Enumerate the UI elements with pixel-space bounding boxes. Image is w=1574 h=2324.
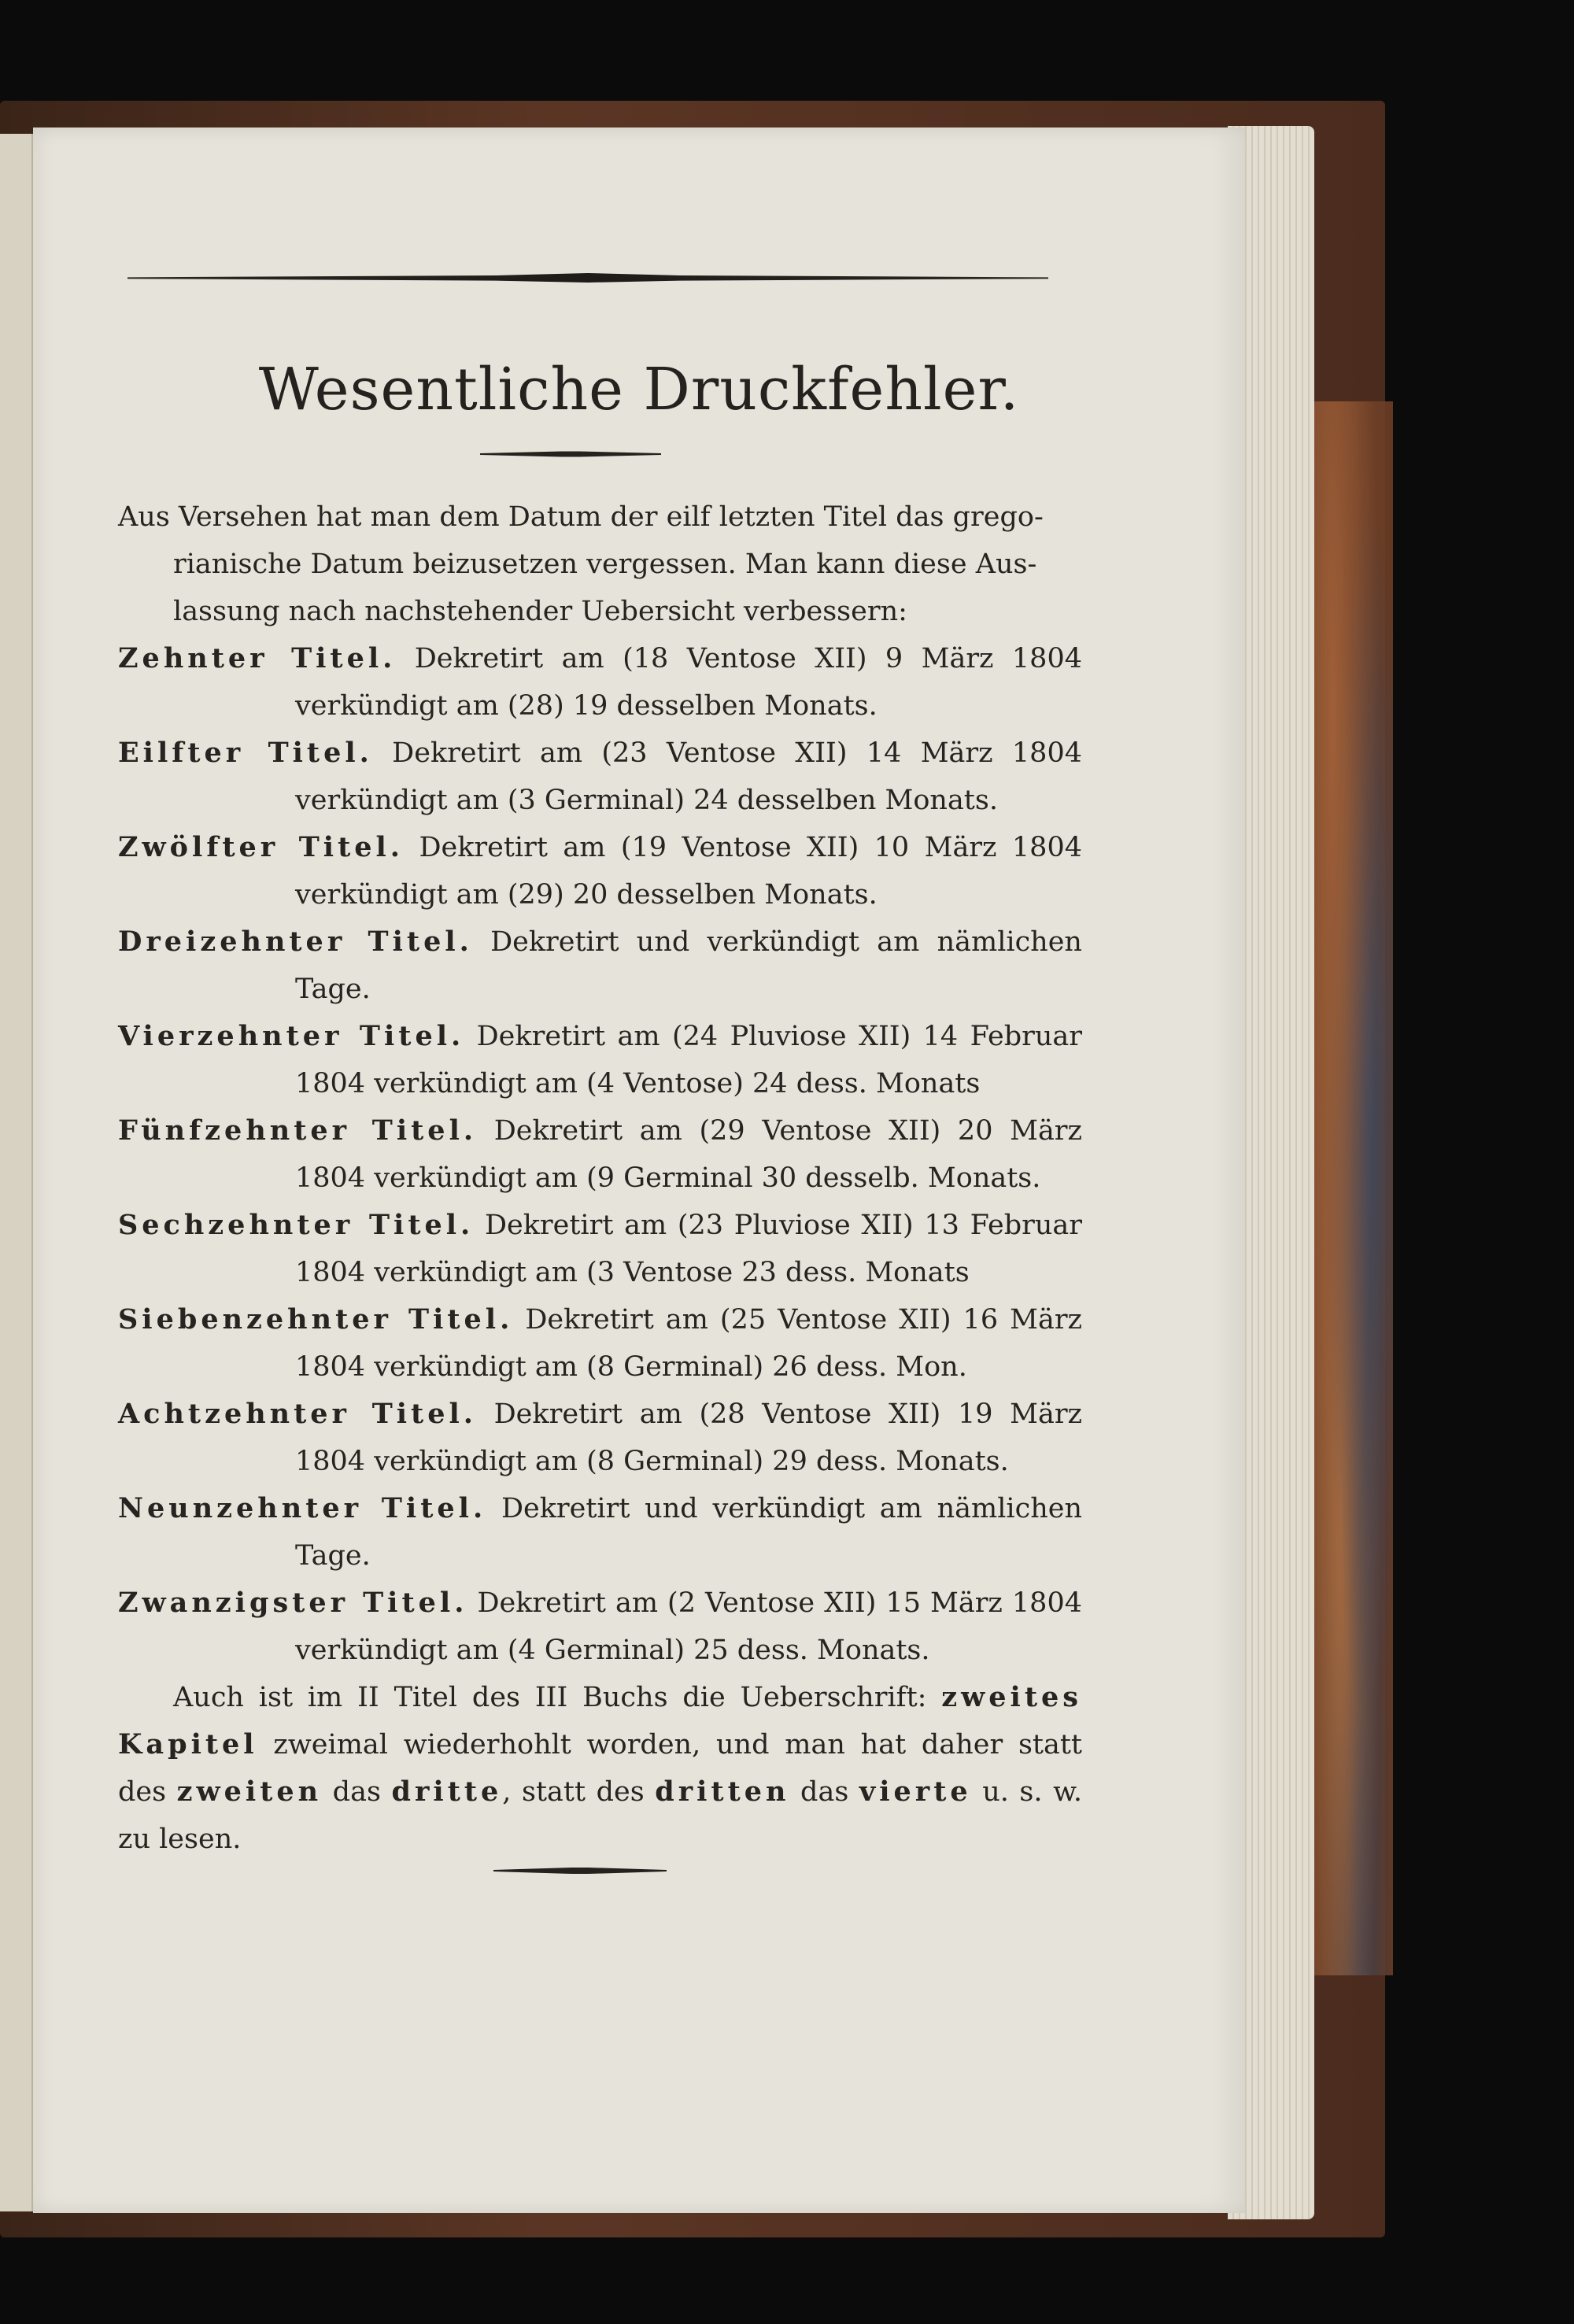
errata-entry	[118, 1013, 1082, 1107]
errata-entry	[118, 730, 1082, 824]
closing-text: zweimal wiederhohlt worden, und man hat daher statt des	[118, 1729, 1082, 1808]
closing-text: das	[322, 1776, 392, 1808]
errata-text	[118, 493, 1082, 1863]
entry-text: Dekretirt am (2 Ventose XII) 15 März 1804 verkündigt am (4 Germinal) 25 dess. Monats.	[295, 1587, 1082, 1666]
intro-paragraph	[118, 493, 1082, 635]
entry-heading: Fünfzehnter Titel.	[118, 1114, 478, 1147]
entry-text: Dekretirt und verkündigt am nämlichen Tage.	[295, 1493, 1082, 1572]
entry-heading: Zwölfter Titel.	[118, 831, 404, 863]
entry-heading: Zehnter Titel.	[118, 642, 397, 674]
title-underline	[480, 450, 661, 458]
entry-text: Dekretirt am (18 Ventose XII) 9 März 1804 verkündigt am (28) 19 desselben Monats.	[295, 643, 1082, 722]
closing-text: u. s. w. zu lesen.	[118, 1776, 1083, 1855]
ornamental-rule-top	[127, 273, 1048, 283]
entry-text: Dekretirt am (29 Ventose XII) 20 März 1804 verkündigt am (9 Germinal 30 desselb. Monats.	[295, 1115, 1082, 1194]
book-page	[33, 127, 1245, 2213]
entry-heading: Sechzehnter Titel.	[118, 1209, 475, 1241]
closing-paragraph	[118, 1674, 1082, 1863]
entry-heading: Achtzehnter Titel.	[118, 1398, 477, 1430]
facing-page-edge	[0, 134, 33, 2211]
errata-entry	[118, 824, 1082, 918]
entry-text: Dekretirt am (23 Pluviose XII) 13 Februar 1804 verkündigt am (3 Ventose 23 dess. Monats	[295, 1210, 1082, 1288]
entry-text: Dekretirt am (25 Ventose XII) 16 März 1804 verkündigt am (8 Germinal) 26 dess. Mon.	[295, 1304, 1082, 1383]
spaced-term: dritten	[655, 1775, 790, 1808]
entry-text: Dekretirt am (24 Pluviose XII) 14 Februar 1804 verkündigt am (4 Ventose) 24 dess. Monats	[295, 1021, 1082, 1099]
entry-text: Dekretirt am (19 Ventose XII) 10 März 1804 verkündigt am (29) 20 desselben Monats.	[295, 832, 1082, 911]
intro-line-3: lassung nach nachstehender Uebersicht verbessern:	[173, 596, 907, 627]
entry-heading: Zwanzigster Titel.	[118, 1587, 468, 1619]
entry-heading: Vierzehnter Titel.	[118, 1020, 465, 1052]
closing-text: das	[789, 1776, 859, 1808]
spaced-term: zweites Kapitel	[118, 1681, 1082, 1761]
errata-entry	[118, 1107, 1082, 1202]
spaced-term: dritte	[391, 1775, 503, 1808]
errata-entry	[118, 635, 1082, 730]
errata-entry	[118, 1296, 1082, 1391]
entry-heading: Dreizehnter Titel.	[118, 926, 473, 958]
entry-heading: Siebenzehnter Titel.	[118, 1303, 514, 1336]
errata-entry	[118, 1485, 1082, 1580]
page-title: Wesentliche Druckfehler.	[258, 356, 1020, 423]
spaced-term: zweiten	[176, 1775, 323, 1808]
errata-entry	[118, 1391, 1082, 1485]
entry-text: Dekretirt am (23 Ventose XII) 14 März 1804 verkündigt am (3 Germinal) 24 desselben Monats.	[295, 737, 1082, 816]
entry-heading: Eilfter Titel.	[118, 737, 373, 769]
intro-line-2: rianische Datum beizusetzen vergessen. Man kann diese Aus-	[173, 549, 1037, 580]
ornamental-rule-bottom	[493, 1867, 667, 1875]
errata-entry	[118, 1202, 1082, 1296]
entry-text: Dekretirt und verkündigt am nämlichen Tage.	[295, 926, 1082, 1005]
errata-entry	[118, 918, 1082, 1013]
closing-text: Auch ist im II Titel des III Buchs die Ueberschrift:	[173, 1682, 942, 1713]
errata-entry	[118, 1580, 1082, 1674]
marbled-edge	[1306, 401, 1393, 1975]
closing-text: , statt des	[502, 1776, 656, 1808]
intro-line-1: Aus Versehen hat man dem Datum der eilf letzten Titel das grego-	[118, 501, 1044, 533]
entry-text: Dekretirt am (28 Ventose XII) 19 März 1804 verkündigt am (8 Germinal) 29 dess. Monats.	[295, 1398, 1082, 1477]
entry-heading: Neunzehnter Titel.	[118, 1492, 487, 1524]
spaced-term: vierte	[859, 1775, 972, 1808]
